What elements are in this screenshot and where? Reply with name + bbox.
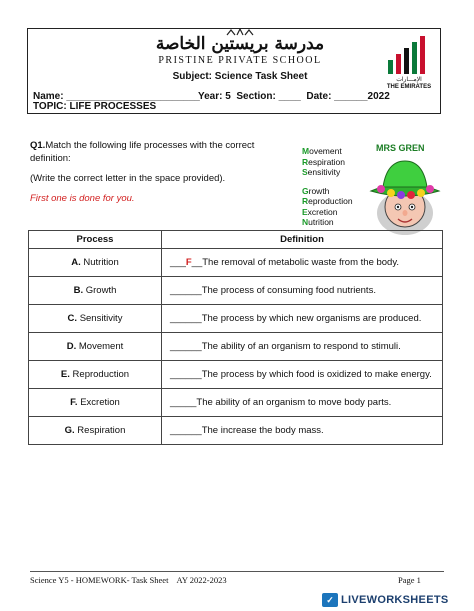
mrs-gren-item: [302, 157, 353, 168]
liveworksheets-brand[interactable]: [322, 592, 449, 608]
emirates-arabic-text: الإمـــارات: [396, 77, 422, 83]
mrs-gren-word: eproduction: [308, 196, 353, 206]
table-row: [29, 305, 443, 333]
mrs-gren-initial: N: [302, 217, 309, 227]
mrs-gren-cartoon-icon: [365, 157, 445, 235]
mrs-gren-initial: G: [302, 185, 309, 196]
answer-blank[interactable]: [170, 257, 202, 268]
mrs-gren-word: xcretion: [307, 206, 338, 217]
mrs-gren-initial: M: [302, 146, 310, 156]
process-cell: [29, 277, 162, 305]
mrs-gren-initial: R: [302, 156, 309, 167]
blank-pre: ______: [170, 341, 202, 352]
footer-page-number: Page 1: [398, 575, 421, 585]
process-cell: [29, 333, 162, 361]
mrs-gren-item: [302, 196, 353, 207]
school-name-arabic: مدرسة بريستين الخاصة: [155, 34, 325, 54]
process-name: Growth: [85, 285, 117, 296]
table-row: [29, 389, 443, 417]
mrs-gren-item: [302, 146, 353, 157]
answer-blank[interactable]: [170, 313, 202, 324]
definition-cell: [162, 361, 443, 389]
answer-blank[interactable]: [170, 369, 202, 380]
process-name: Movement: [78, 341, 124, 352]
mrs-gren-gap: [302, 178, 353, 186]
process-letter: F.: [70, 397, 78, 408]
question-text: [30, 139, 275, 165]
school-name-english: PRISTINE PRIVATE SCHOOL: [158, 55, 322, 66]
definition-text: The ability of an organism to respond to stimuli.: [201, 341, 401, 352]
blank-pre: ______: [170, 369, 202, 380]
process-letter: B.: [73, 285, 84, 296]
topic-title: TOPIC: LIFE PROCESSES: [33, 101, 157, 112]
process-name: Reproduction: [72, 369, 130, 380]
blank-pre: _____: [170, 397, 197, 408]
definition-text: The process of consuming food nutrients.: [201, 285, 376, 296]
process-name: Nutrition: [83, 257, 119, 268]
table-row: [29, 361, 443, 389]
definition-cell: [162, 417, 443, 445]
blank-pre: ___: [170, 257, 186, 268]
emirates-logo-icon: [384, 34, 434, 78]
mrs-gren-word: espiration: [308, 156, 345, 167]
process-column-header: Process: [29, 231, 162, 249]
mrs-gren-initial: R: [302, 196, 309, 206]
mrs-gren-word: ovement: [309, 146, 342, 156]
mrs-gren-initial: E: [302, 206, 308, 217]
mrs-gren-item: [302, 167, 353, 178]
subject-title: Subject: Science Task Sheet: [172, 71, 308, 82]
definition-cell: [162, 305, 443, 333]
liveworksheets-label: LIVEWORKSHEETS: [341, 594, 449, 606]
process-cell: [29, 417, 162, 445]
mrs-gren-word: utrition: [308, 217, 334, 227]
answer-blank[interactable]: [170, 341, 202, 352]
process-letter: G.: [64, 425, 75, 436]
question-instruction: Match the following life processes with the correct definition:: [30, 140, 255, 164]
answer-blank[interactable]: [170, 425, 202, 436]
definition-text: The removal of metabolic waste from the body.: [202, 257, 400, 268]
process-letter: E.: [60, 369, 70, 380]
mrs-gren-item: [302, 186, 353, 197]
process-cell: [29, 389, 162, 417]
table-row: [29, 249, 443, 277]
footer-course-info: Science Y5 - HOMEWORK- Task Sheet AY 2022-2023: [30, 575, 227, 585]
answer-blank[interactable]: [170, 397, 196, 408]
blank-post: __: [191, 257, 203, 268]
mrs-gren-item: [302, 217, 353, 228]
blank-pre: ______: [170, 313, 202, 324]
mrs-gren-word: rowth: [308, 185, 330, 196]
definition-text: The process by which food is oxidized to make energy.: [201, 369, 432, 380]
definition-text: The process by which new organisms are produced.: [201, 313, 422, 324]
answer-blank[interactable]: [170, 285, 202, 296]
definition-cell: [162, 389, 443, 417]
blank-pre: ______: [170, 425, 202, 436]
definition-text: The increase the body mass.: [201, 425, 324, 436]
matching-table: [28, 230, 443, 445]
question-number: Q1.: [30, 140, 46, 151]
process-letter: C.: [67, 313, 78, 324]
process-name: Respiration: [77, 425, 126, 436]
mrs-gren-initial: S: [302, 167, 308, 177]
process-letter: A.: [71, 257, 81, 268]
table-header-row: [29, 231, 443, 249]
definition-cell: [162, 277, 443, 305]
mrs-gren-item: [302, 207, 353, 218]
table-row: [29, 417, 443, 445]
process-cell: [29, 305, 162, 333]
footer-divider: [30, 571, 444, 572]
name-field[interactable]: Name: ________________________: [33, 91, 200, 102]
liveworksheets-logo-icon: ✓: [322, 593, 338, 607]
definition-column-header: Definition: [162, 231, 443, 249]
table-row: [29, 277, 443, 305]
emirates-english-text: THE EMIRATES: [386, 84, 432, 90]
mrs-gren-word: ensitivity: [307, 167, 341, 177]
definition-text: The ability of an organism to move body parts.: [196, 397, 392, 408]
year-section-date-line[interactable]: Year: 5 Section: ____ Date: ______2022: [198, 91, 390, 102]
question-note: (Write the correct letter in the space provided).: [30, 173, 226, 184]
definition-cell: [162, 333, 443, 361]
blank-pre: ______: [170, 285, 202, 296]
mrs-gren-title: MRS GREN: [376, 143, 425, 153]
definition-cell: [162, 249, 443, 277]
process-name: Excretion: [80, 397, 120, 408]
mrs-gren-list: [302, 146, 353, 228]
process-cell: [29, 249, 162, 277]
table-row: [29, 333, 443, 361]
process-cell: [29, 361, 162, 389]
answer-letter: F: [185, 257, 192, 268]
example-note: First one is done for you.: [30, 193, 135, 204]
process-name: Sensitivity: [79, 313, 123, 324]
process-letter: D.: [66, 341, 77, 352]
